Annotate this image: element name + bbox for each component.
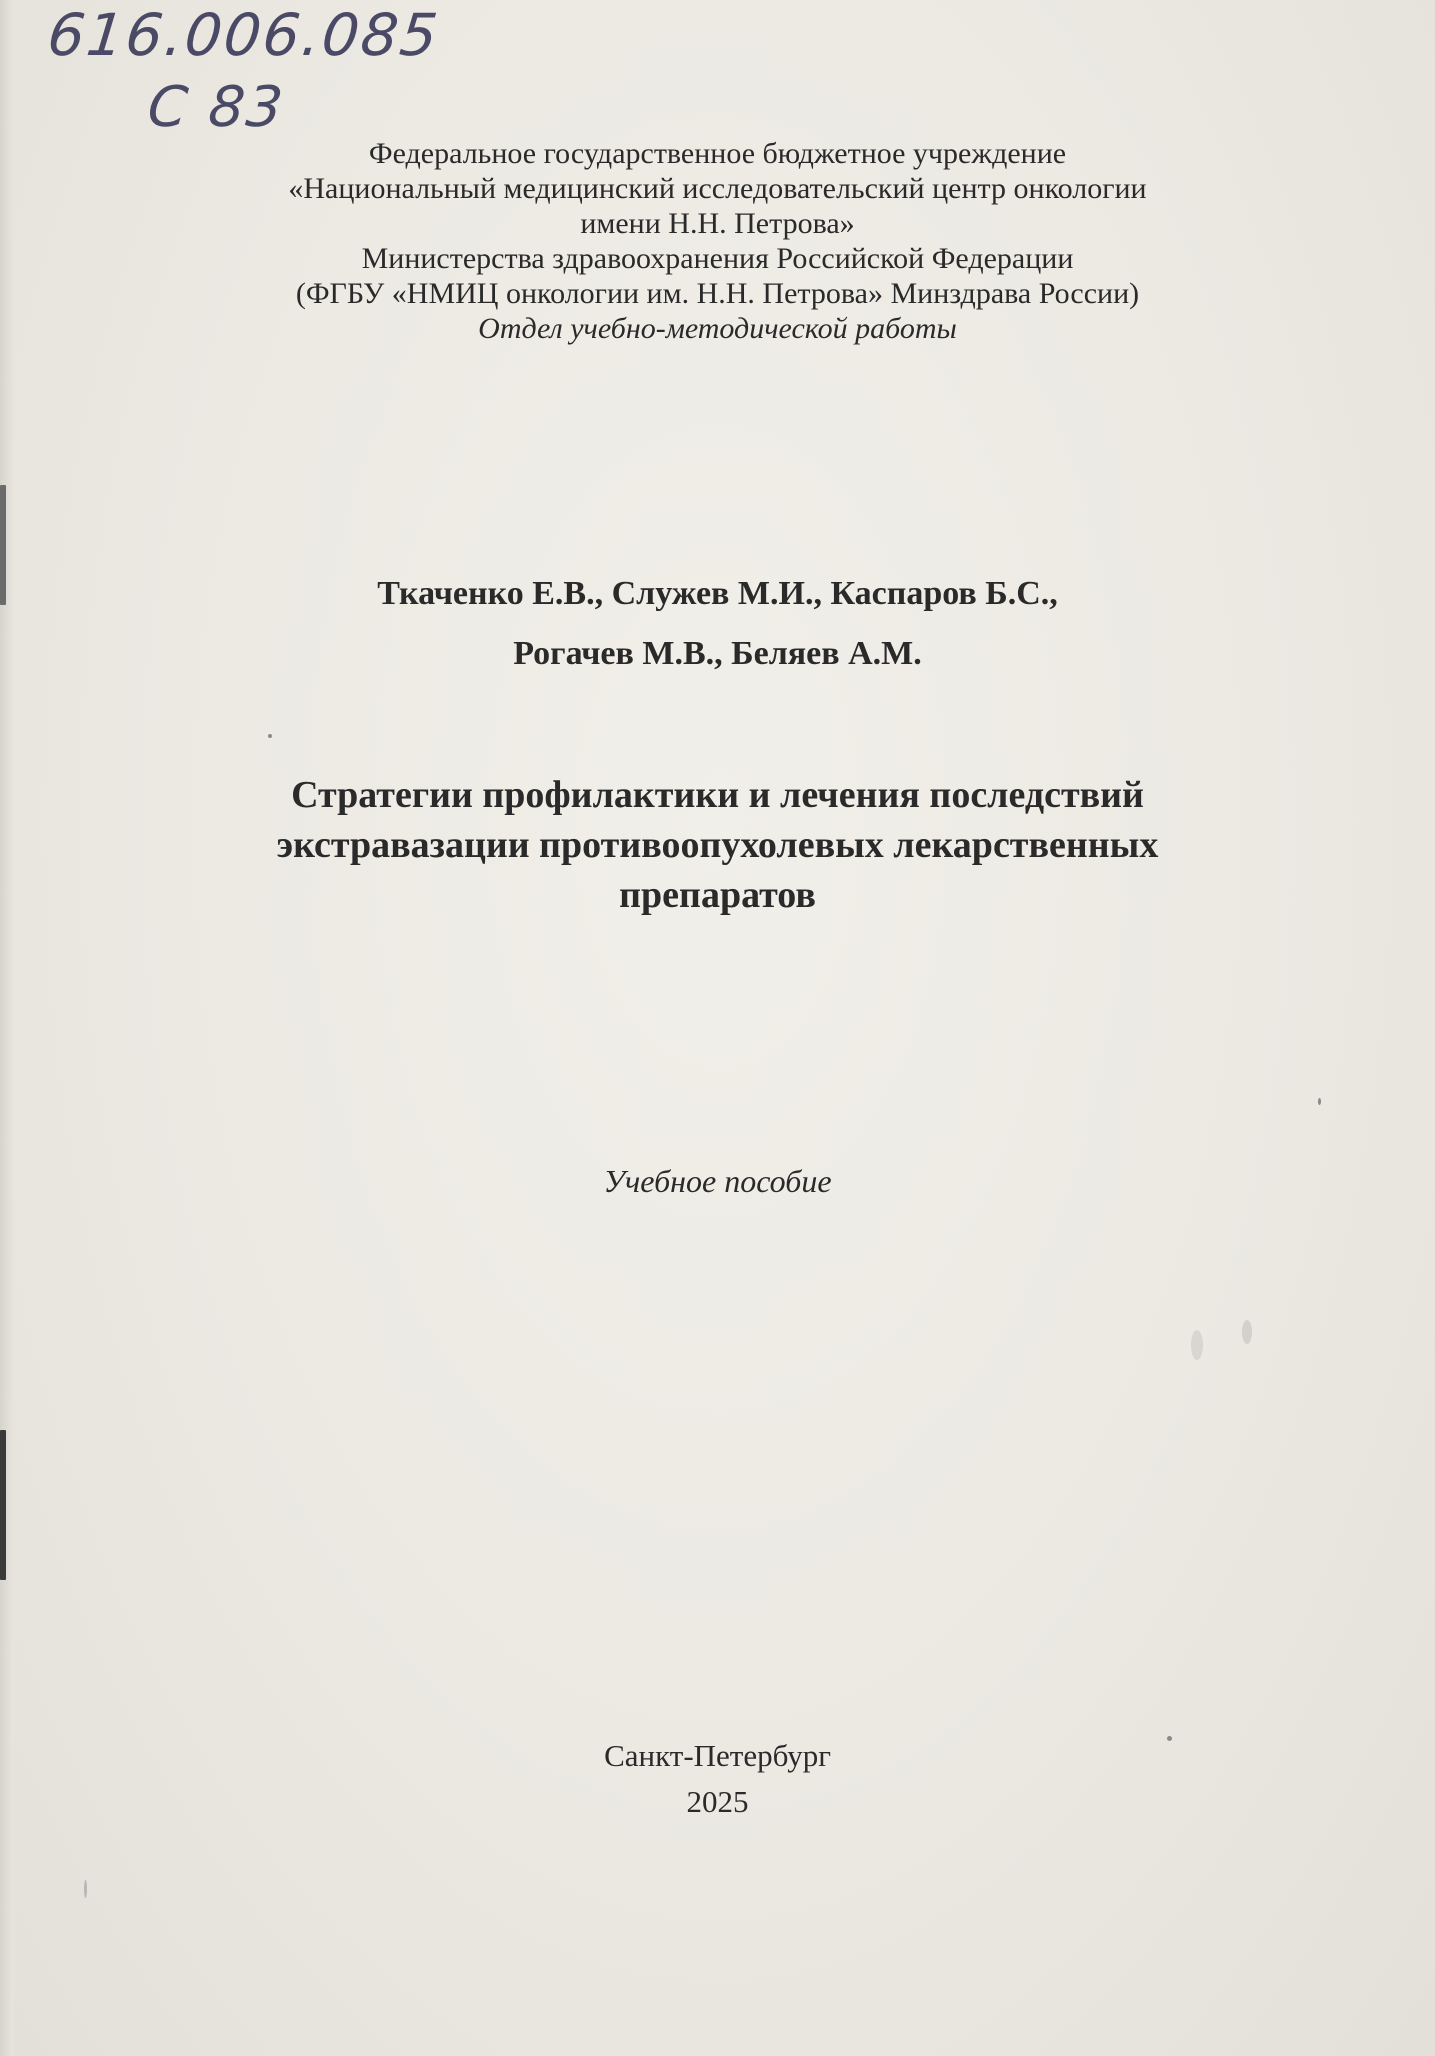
header-line: «Национальный медицинский исследовательский центр онкологии [288, 172, 1147, 205]
shelfmark-classification: 616.006.085 [44, 1, 443, 69]
authors-line: Рогачев М.В., Беляев А.М. [513, 635, 922, 672]
scan-speck [1318, 1098, 1321, 1105]
scan-speck [1242, 1320, 1252, 1344]
institution-header [0, 136, 1435, 346]
title-line: препаратов [619, 874, 816, 916]
staple-mark [0, 1430, 6, 1580]
document-type: Учебное пособие [603, 1163, 832, 1199]
title-line: экстравазации противоопухолевых лекарственных [276, 824, 1159, 866]
imprint [0, 1733, 1435, 1825]
scan-speck [1167, 1736, 1172, 1741]
title-line: Стратегии профилактики и лечения последствий [291, 774, 1144, 816]
scan-speck [84, 1880, 87, 1898]
department-name: Отдел учебно-методической работы [478, 312, 957, 345]
authors-line: Ткаченко Е.В., Служев М.И., Каспаров Б.С., [377, 575, 1058, 612]
document-title [0, 770, 1435, 920]
header-line: Федеральное государственное бюджетное учреждение [368, 137, 1067, 170]
header-line: Министерства здравоохранения Российской Федерации [361, 242, 1074, 275]
shelfmark-cutter: С 83 [144, 75, 288, 140]
header-line: имени Н.Н. Петрова» [580, 207, 855, 240]
authors-list [0, 564, 1435, 684]
scan-speck [1191, 1330, 1203, 1360]
handwritten-shelfmark [44, 1, 443, 140]
header-line: (ФГБУ «НМИЦ онкологии им. Н.Н. Петрова» Минздрава России) [295, 277, 1140, 310]
scan-speck [268, 734, 272, 738]
imprint-year: 2025 [686, 1784, 749, 1819]
imprint-city: Санкт-Петербург [604, 1738, 831, 1773]
